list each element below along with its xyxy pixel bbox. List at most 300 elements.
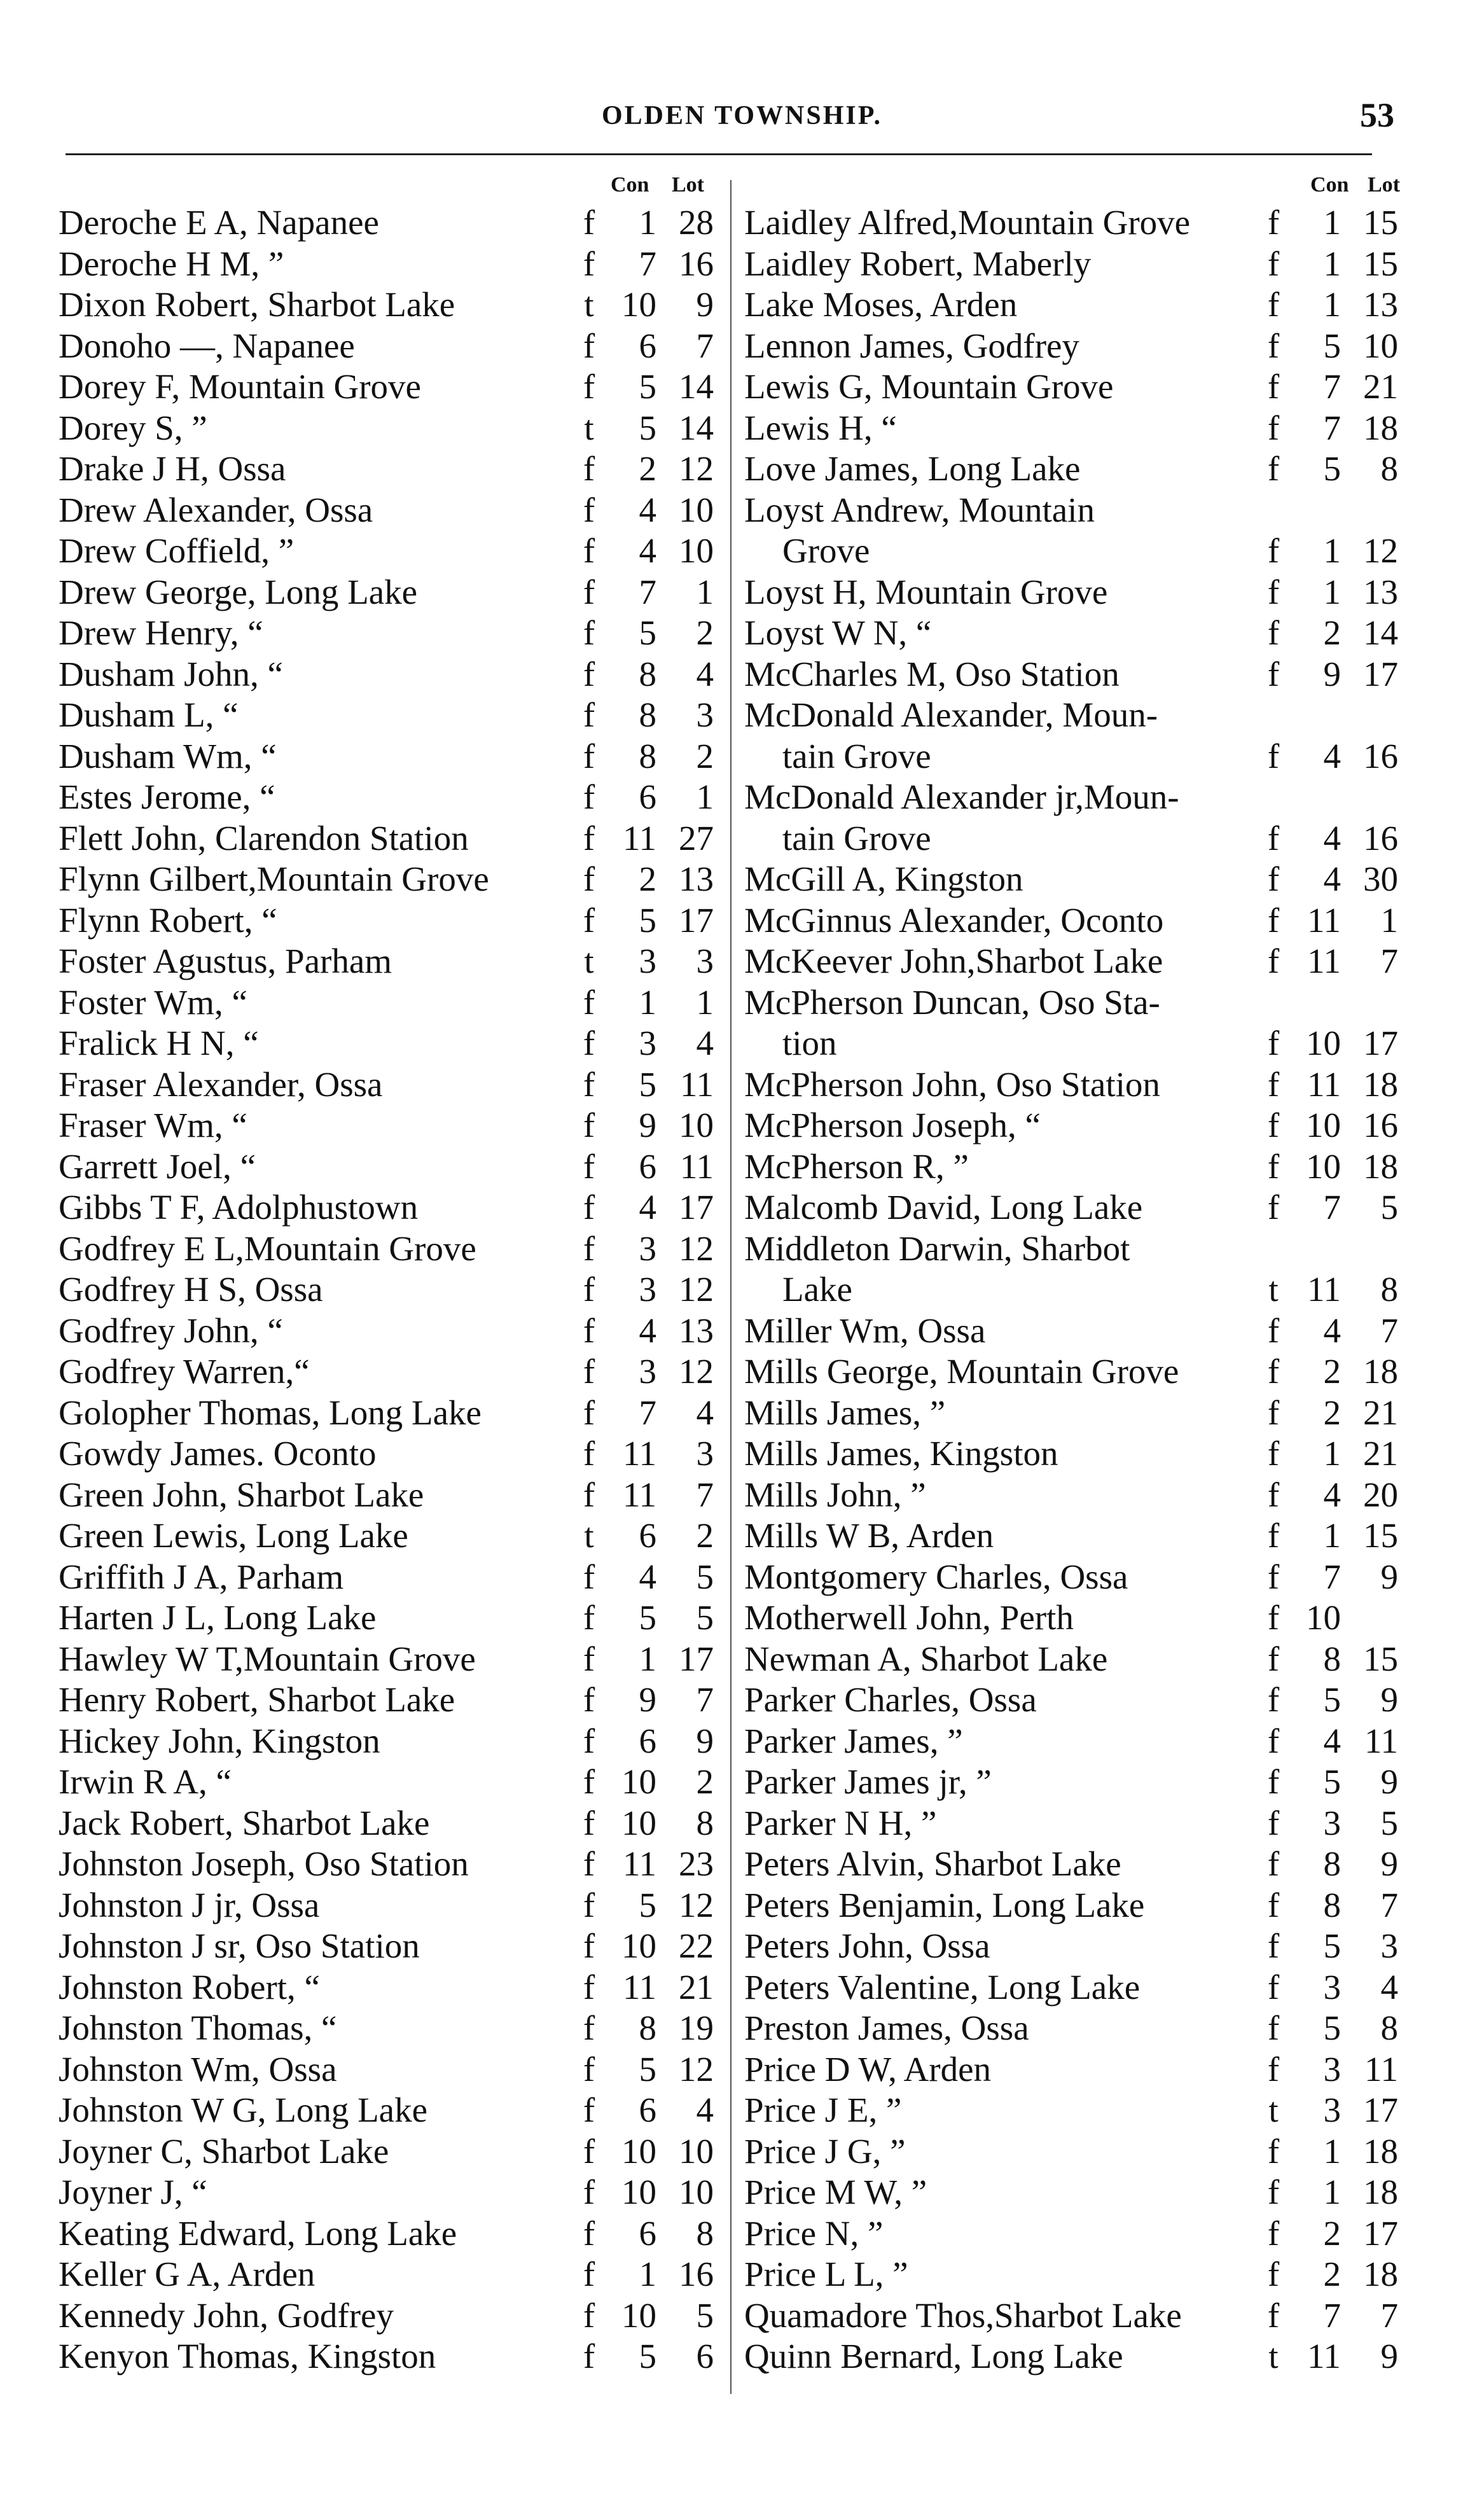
directory-entry (744, 1228, 1406, 1270)
entry-lot: 14 (679, 367, 714, 406)
entry-tenure: f (1267, 1926, 1280, 1965)
entry-lot: 12 (1363, 531, 1398, 570)
entry-tenure: f (1267, 1064, 1280, 1104)
entry-lot: 7 (1380, 1311, 1398, 1350)
directory-entry (744, 572, 1406, 613)
directory-entry (59, 1967, 714, 2008)
entry-name: Peters Benjamin, Long Lake (744, 1885, 1145, 1924)
entry-tenure: f (583, 2008, 595, 2047)
directory-entry (59, 1146, 714, 1188)
directory-entry (744, 1762, 1406, 1803)
directory-entry (744, 2008, 1406, 2049)
entry-concession: 4 (639, 1557, 656, 1596)
entry-concession: 4 (1323, 1311, 1341, 1350)
directory-entry (744, 1639, 1406, 1680)
entry-name: McPherson R, ” (744, 1146, 969, 1186)
entry-concession: 2 (1323, 613, 1341, 652)
entry-concession: 4 (1323, 736, 1341, 776)
entry-name: Parker Charles, Ossa (744, 1680, 1037, 1719)
directory-entry (59, 572, 714, 613)
entry-name: Drew Alexander, Ossa (59, 490, 373, 529)
directory-entry (744, 1557, 1406, 1598)
entry-concession: 5 (1323, 2008, 1341, 2047)
directory-entry (59, 1475, 714, 1516)
entry-tenure: f (583, 1106, 595, 1144)
entry-tenure: f (1267, 2255, 1280, 2293)
entry-name: Kennedy John, Godfrey (59, 2295, 394, 2335)
entry-tenure: f (1267, 1557, 1280, 1596)
entry-concession: 2 (1323, 2213, 1341, 2253)
entry-lot: 10 (679, 1106, 714, 1144)
entry-tenure: t (584, 1516, 594, 1555)
entry-tenure: f (1267, 367, 1280, 406)
entry-lot: 10 (679, 2131, 714, 2171)
directory-entry (744, 982, 1406, 1024)
directory-entry (744, 2049, 1406, 2090)
entry-concession: 9 (1323, 654, 1341, 693)
entry-name: Laidley Robert, Maberly (744, 244, 1092, 283)
directory-entry (59, 2254, 714, 2295)
entry-concession: 2 (639, 449, 656, 488)
entry-lot: 13 (1363, 572, 1398, 611)
entry-concession: 1 (1323, 572, 1341, 611)
directory-entry (59, 941, 714, 982)
entry-name: Mills James, ” (744, 1393, 946, 1432)
entry-name: McDonald Alexander, Moun- (744, 695, 1158, 734)
entry-lot: 9 (1380, 1762, 1398, 1801)
entry-name: Garrett Joel, “ (59, 1146, 256, 1186)
entry-tenure: f (1267, 285, 1280, 324)
entry-concession: 5 (639, 408, 656, 447)
entry-tenure: f (1267, 2295, 1280, 2335)
entry-lot: 17 (679, 900, 714, 940)
directory-entry (59, 2008, 714, 2049)
entry-name: Mills George, Mountain Grove (744, 1352, 1179, 1391)
entry-concession: 3 (639, 1228, 656, 1268)
directory-entry (744, 490, 1406, 531)
directory-entry (59, 1885, 714, 1926)
directory-entry (59, 284, 714, 326)
entry-name: McCharles M, Oso Station (744, 654, 1120, 693)
entry-concession: 9 (639, 1106, 656, 1144)
directory-entry (59, 366, 714, 408)
entry-tenure: f (583, 654, 595, 693)
directory-entry (59, 1762, 714, 1803)
entry-lot: 12 (679, 1228, 714, 1268)
directory-entry (744, 1311, 1406, 1352)
directory-entry (744, 1967, 1406, 2008)
entry-concession: 5 (1323, 449, 1341, 488)
entry-concession: 11 (1307, 942, 1341, 980)
entry-name: McKeever John,Sharbot Lake (744, 942, 1163, 980)
directory-entry (744, 2090, 1406, 2131)
entry-concession: 7 (639, 244, 656, 283)
entry-tenure: f (1267, 1639, 1280, 1678)
entry-name: Lake (782, 1270, 852, 1309)
entry-lot: 15 (1363, 203, 1398, 242)
directory-entry (59, 1803, 714, 1844)
entry-lot: 9 (1380, 2337, 1398, 2375)
directory-entry (59, 490, 714, 531)
entry-concession: 10 (621, 2173, 656, 2211)
directory-entry (744, 2295, 1406, 2337)
entry-lot: 10 (1363, 326, 1398, 365)
entry-concession: 11 (1307, 1064, 1341, 1104)
entry-name: Love James, Long Lake (744, 449, 1081, 488)
entry-lot: 10 (679, 531, 714, 570)
entry-name: Foster Wm, “ (59, 982, 247, 1022)
directory-entry (59, 1926, 714, 1967)
entry-concession: 11 (623, 1434, 656, 1473)
entry-lot: 12 (679, 2049, 714, 2089)
entry-tenure: f (1267, 203, 1280, 242)
directory-entry (59, 449, 714, 490)
entry-concession: 6 (639, 1721, 656, 1760)
entry-lot: 11 (680, 1064, 714, 1104)
entry-name: Price D W, Arden (744, 2049, 992, 2089)
entry-tenure: f (1267, 613, 1280, 652)
directory-entry (59, 2213, 714, 2255)
entry-tenure: f (1267, 942, 1280, 980)
entry-name: Gowdy James. Oconto (59, 1434, 377, 1473)
directory-entry (59, 1105, 714, 1146)
entry-name: Loyst W N, “ (744, 613, 932, 652)
directory-entry (59, 859, 714, 900)
entry-concession: 2 (1323, 1352, 1341, 1391)
entry-name: Johnston J jr, Ossa (59, 1885, 320, 1924)
entry-name: Johnston Joseph, Oso Station (59, 1844, 469, 1883)
entry-name: Lewis G, Mountain Grove (744, 367, 1114, 406)
entry-name: Joyner J, “ (59, 2173, 207, 2211)
entry-tenure: f (583, 1598, 595, 1637)
entry-lot: 9 (696, 285, 714, 324)
entry-tenure: f (583, 1146, 595, 1186)
entry-tenure: f (1267, 1434, 1280, 1473)
entry-name: Grove (782, 531, 870, 570)
entry-lot: 7 (696, 326, 714, 365)
entry-name: Parker James jr, ” (744, 1762, 992, 1801)
entry-concession: 5 (639, 2337, 656, 2375)
entry-lot: 28 (679, 203, 714, 242)
entry-name: Fralick H N, “ (59, 1024, 259, 1062)
entry-tenure: f (1267, 859, 1280, 898)
directory-entry (59, 654, 714, 695)
entry-tenure: f (583, 777, 595, 816)
entry-tenure: f (1267, 1516, 1280, 1555)
entry-tenure: f (1267, 1475, 1280, 1514)
entry-lot: 8 (696, 2213, 714, 2253)
entry-tenure: f (583, 900, 595, 940)
entry-lot: 6 (696, 2337, 714, 2375)
entry-concession: 4 (639, 1311, 656, 1350)
entry-name: Motherwell John, Perth (744, 1598, 1074, 1637)
entry-lot: 2 (696, 1762, 714, 1801)
entry-lot: 17 (1363, 2213, 1398, 2253)
entry-name: Newman A, Sharbot Lake (744, 1639, 1108, 1678)
entry-concession: 6 (639, 2090, 656, 2129)
entry-tenure: f (583, 1557, 595, 1596)
entry-name: Golopher Thomas, Long Lake (59, 1393, 482, 1432)
entry-name: Estes Jerome, “ (59, 777, 275, 816)
entry-tenure: f (583, 449, 595, 488)
entry-concession: 5 (639, 2049, 656, 2089)
entry-name: Malcomb David, Long Lake (744, 1188, 1143, 1227)
directory-entry (744, 1803, 1406, 1844)
entry-name: Dorey S, ” (59, 408, 207, 447)
entry-concession: 2 (1323, 2255, 1341, 2293)
entry-lot: 1 (696, 982, 714, 1022)
entry-concession: 7 (1323, 367, 1341, 406)
directory-entry (59, 408, 714, 449)
entry-tenure: f (583, 203, 595, 242)
entry-name: Laidley Alfred,Mountain Grove (744, 203, 1191, 242)
entry-lot: 7 (1380, 942, 1398, 980)
directory-entry (744, 2213, 1406, 2255)
entry-tenure: f (1267, 572, 1280, 611)
entry-name: Parker N H, ” (744, 1803, 937, 1842)
entry-concession: 10 (621, 1803, 656, 1842)
directory-entry (59, 2295, 714, 2337)
directory-entry (744, 1926, 1406, 1967)
entry-lot: 30 (1363, 859, 1398, 898)
entry-name: Peters John, Ossa (744, 1926, 990, 1965)
page-header (0, 96, 1484, 145)
directory-entry (59, 1269, 714, 1311)
entry-tenure: f (1267, 2213, 1280, 2253)
page-number: 53 (1360, 96, 1394, 134)
entry-tenure: f (1267, 736, 1280, 776)
entry-concession: 1 (1323, 2131, 1341, 2171)
entry-name: Joyner C, Sharbot Lake (59, 2131, 389, 2171)
directory-entry (744, 2254, 1406, 2295)
entry-tenure: f (583, 1885, 595, 1924)
directory-entry (59, 1597, 714, 1639)
entry-lot: 18 (1363, 408, 1398, 447)
entry-name: Quamadore Thos,Sharbot Lake (744, 2295, 1182, 2335)
entry-tenure: f (1267, 1762, 1280, 1801)
entry-tenure: f (1267, 1393, 1280, 1432)
directory-entry (744, 1515, 1406, 1557)
directory-entry (744, 1351, 1406, 1393)
entry-concession: 5 (1323, 326, 1341, 365)
entry-tenure: f (1267, 1106, 1280, 1144)
entry-concession: 3 (639, 1352, 656, 1391)
entry-lot: 19 (679, 2008, 714, 2047)
directory-entry (59, 777, 714, 818)
directory-entry (744, 1105, 1406, 1146)
directory-entry (744, 1064, 1406, 1106)
entry-lot: 11 (680, 1146, 714, 1186)
directory-entry (744, 1146, 1406, 1188)
entry-concession: 5 (639, 1064, 656, 1104)
entry-name: Godfrey Warren,“ (59, 1352, 310, 1391)
entry-tenure: f (583, 326, 595, 365)
entry-concession: 5 (639, 900, 656, 940)
directory-entry (59, 1228, 714, 1270)
entry-name: Peters Alvin, Sharbot Lake (744, 1844, 1121, 1883)
directory-entry (59, 1433, 714, 1475)
entry-name: McGinnus Alexander, Oconto (744, 900, 1164, 940)
directory-entry (744, 2131, 1406, 2173)
directory-entry (59, 244, 714, 285)
directory-entry (744, 1597, 1406, 1639)
entry-tenure: f (1267, 531, 1280, 570)
directory-entry (744, 818, 1406, 859)
directory-entry (744, 284, 1406, 326)
entry-tenure: t (584, 285, 594, 324)
directory-entry (59, 1557, 714, 1598)
entry-tenure: f (583, 1270, 595, 1309)
entry-name: Mills W B, Arden (744, 1516, 994, 1555)
entry-lot: 7 (696, 1475, 714, 1514)
entry-concession: 10 (621, 1762, 656, 1801)
entry-lot: 21 (1363, 1434, 1398, 1473)
entry-lot: 10 (679, 2173, 714, 2211)
entry-name: Fraser Alexander, Ossa (59, 1064, 383, 1104)
directory-entry (744, 2336, 1406, 2377)
entry-tenure: f (1267, 1311, 1280, 1350)
entry-name: Kenyon Thomas, Kingston (59, 2337, 436, 2375)
entry-tenure: f (583, 1967, 595, 2007)
entry-concession: 4 (639, 1188, 656, 1227)
entry-name: tain Grove (782, 818, 931, 858)
entry-tenure: f (1267, 1803, 1280, 1842)
entry-lot: 12 (679, 449, 714, 488)
entry-name: Godfrey E L,Mountain Grove (59, 1228, 476, 1268)
entry-tenure: f (583, 736, 595, 776)
entry-name: Dixon Robert, Sharbot Lake (59, 285, 455, 324)
entry-name: Dorey F, Mountain Grove (59, 367, 421, 406)
entry-name: McGill A, Kingston (744, 859, 1023, 898)
entry-lot: 17 (1363, 1024, 1398, 1062)
entry-tenure: t (1268, 2337, 1279, 2375)
entry-lot: 11 (1364, 2049, 1398, 2089)
entry-lot: 4 (696, 654, 714, 693)
entry-concession: 5 (1323, 1680, 1341, 1719)
directory-entry (744, 695, 1406, 736)
entry-tenure: f (583, 531, 595, 570)
entry-concession: 3 (1323, 2049, 1341, 2089)
entry-lot: 5 (696, 2295, 714, 2335)
entry-tenure: f (583, 1434, 595, 1473)
entry-tenure: f (583, 695, 595, 734)
entry-tenure: f (583, 1926, 595, 1965)
entry-lot: 12 (679, 1270, 714, 1309)
entry-concession: 2 (1323, 1393, 1341, 1432)
entry-concession: 4 (639, 531, 656, 570)
left-con-header: Con (611, 173, 649, 197)
directory-entry (744, 1023, 1406, 1064)
entry-lot: 8 (1380, 449, 1398, 488)
entry-lot: 3 (696, 695, 714, 734)
entry-name: McPherson Joseph, “ (744, 1106, 1041, 1144)
entry-concession: 10 (621, 2295, 656, 2335)
entry-lot: 21 (679, 1967, 714, 2007)
entry-lot: 5 (696, 1557, 714, 1596)
entry-name: Dusham Wm, “ (59, 736, 277, 776)
entry-concession: 8 (639, 2008, 656, 2047)
entry-concession: 11 (1307, 900, 1341, 940)
entry-lot: 16 (679, 2255, 714, 2293)
entry-concession: 1 (639, 2255, 656, 2293)
entry-lot: 21 (1363, 367, 1398, 406)
entry-name: Irwin R A, “ (59, 1762, 232, 1801)
directory-entry (744, 326, 1406, 367)
entry-concession: 1 (639, 1639, 656, 1678)
left-column (59, 202, 714, 2391)
entry-concession: 11 (1307, 1270, 1341, 1309)
entry-lot: 2 (696, 613, 714, 652)
entry-concession: 4 (639, 490, 656, 529)
directory-entry (59, 1311, 714, 1352)
entry-concession: 11 (623, 1844, 656, 1883)
entry-name: Flett John, Clarendon Station (59, 818, 469, 858)
entry-tenure: f (583, 1064, 595, 1104)
entry-name: Keating Edward, Long Lake (59, 2213, 457, 2253)
entry-tenure: f (583, 1352, 595, 1391)
entry-tenure: f (1267, 449, 1280, 488)
entry-tenure: f (583, 1311, 595, 1350)
entry-lot: 18 (1363, 2255, 1398, 2293)
entry-name: Donoho —, Napanee (59, 326, 355, 365)
directory-entry (59, 900, 714, 942)
page-title: OLDEN TOWNSHIP. (601, 101, 883, 130)
entry-name: Price L L, ” (744, 2255, 908, 2293)
entry-name: Godfrey H S, Ossa (59, 1270, 323, 1309)
entry-lot: 3 (696, 1434, 714, 1473)
entry-concession: 3 (639, 1024, 656, 1062)
directory-entry (59, 1721, 714, 1762)
entry-tenure: f (1267, 326, 1280, 365)
entry-tenure: f (583, 1762, 595, 1801)
entry-lot: 23 (679, 1844, 714, 1883)
entry-concession: 1 (1323, 244, 1341, 283)
entry-lot: 1 (1380, 900, 1398, 940)
entry-name: Parker James, ” (744, 1721, 963, 1760)
entry-name: Johnston J sr, Oso Station (59, 1926, 420, 1965)
entry-lot: 9 (696, 1721, 714, 1760)
entry-concession: 3 (1323, 2090, 1341, 2129)
entry-tenure: f (583, 572, 595, 611)
right-lot-header: Lot (1368, 173, 1400, 197)
entry-concession: 5 (639, 1598, 656, 1637)
entry-lot: 18 (1363, 1146, 1398, 1186)
entry-lot: 17 (1363, 654, 1398, 693)
entry-tenure: f (583, 859, 595, 898)
entry-lot: 1 (696, 777, 714, 816)
entry-name: Dusham John, “ (59, 654, 283, 693)
right-con-header: Con (1310, 173, 1349, 197)
directory-entry (744, 2172, 1406, 2213)
directory-entry (59, 2049, 714, 2090)
entry-lot: 16 (1363, 818, 1398, 858)
entry-tenure: t (1268, 1270, 1279, 1309)
entry-concession: 5 (639, 613, 656, 652)
directory-entry (744, 900, 1406, 942)
directory-entry (59, 1515, 714, 1557)
entry-lot: 9 (1380, 1557, 1398, 1596)
entry-tenure: f (583, 2173, 595, 2211)
directory-entry (59, 531, 714, 572)
entry-tenure: f (583, 367, 595, 406)
entry-tenure: f (1267, 1024, 1280, 1062)
entry-tenure: f (583, 818, 595, 858)
entry-lot: 17 (679, 1188, 714, 1227)
entry-concession: 1 (1323, 2173, 1341, 2211)
entry-tenure: f (583, 1393, 595, 1432)
entry-lot: 3 (1380, 1926, 1398, 1965)
directory-entry (59, 1064, 714, 1106)
